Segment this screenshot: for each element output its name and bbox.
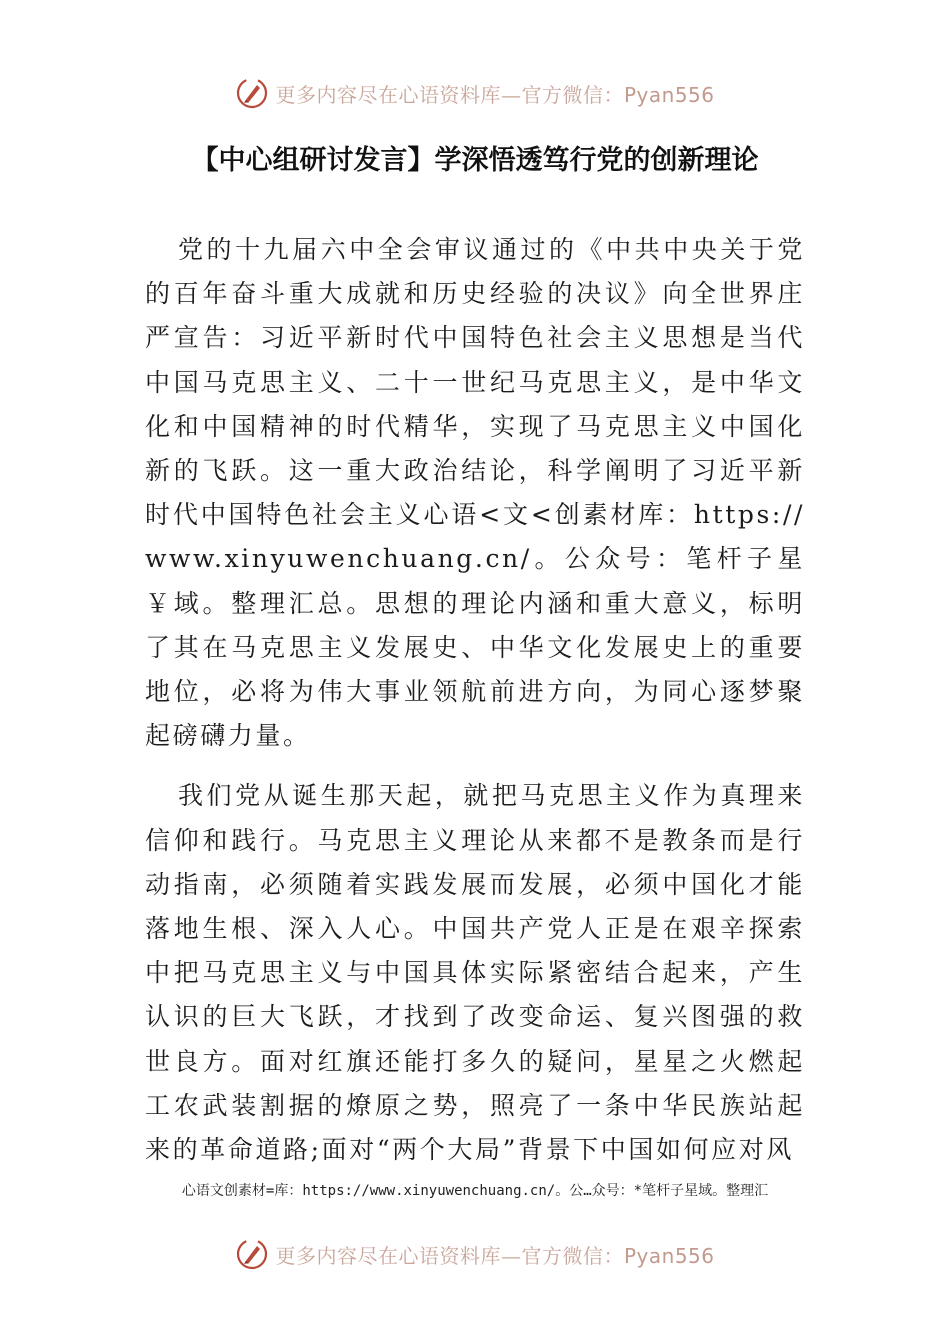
footer-banner	[0, 1234, 950, 1274]
paragraph-1: 党的十九届六中全会审议通过的《中共中央关于党的百年奋斗重大成就和历史经验的决议》向全世界庄严宣告：习近平新时代中国特色社会主义思想是当代中国马克思主义、二十一世纪马克思主义，是中华文化和中国精神的时代精华，实现了马克思主义中国化新的飞跃。这一重大政治结论，科学阐明了习近平新时代中国特色社会主义心语<文<创素材库：https://www.xinyuwenchuang.cn/。公众号：笔杆子星￥域。整理汇总。思想的理论内涵和重大意义，标明了其在马克思主义发展史、中华文化发展史上的重要地位，必将为伟大事业领航前进方向，为同心逐梦聚起磅礴力量。	[145, 235, 805, 751]
banner-wechat-id: Pyan556	[623, 82, 715, 107]
footer-watermark-note: 心语文创素材=库：https://www.xinyuwenchuang.cn/。公…众号：*笔杆子星域。整理汇	[181, 1183, 769, 1199]
banner-text: 更多内容尽在心语资料库—官方微信：Pyan556	[275, 82, 715, 107]
document-title: 【中心组研讨发言】学深悟透笃行党的创新理论	[191, 145, 759, 176]
fountain-pen-circle-logo	[235, 76, 269, 110]
banner-text: 更多内容尽在心语资料库—官方微信：Pyan556	[275, 1243, 715, 1268]
paragraph-2: 我们党从诞生那天起，就把马克思主义作为真理来信仰和践行。马克思主义理论从来都不是教条而是行动指南，必须随着实践发展而发展，必须中国化才能落地生根、深入人心。中国共产党人正是在艰辛探索中把马克思主义与中国具体实际紧密结合起来，产生认识的巨大飞跃，才找到了改变命运、复兴图强的救世良方。面对红旗还能打多久的疑问，星星之火燃起工农武装割据的燎原之势，照亮了一条中华民族站起来的革命道路;面对“两个大局”背景下中国如何应对风	[145, 781, 805, 1165]
fountain-pen-circle-logo	[235, 1237, 269, 1271]
document-body	[145, 228, 805, 1188]
banner-wechat-id: Pyan556	[623, 1243, 715, 1268]
header-banner	[0, 73, 950, 113]
